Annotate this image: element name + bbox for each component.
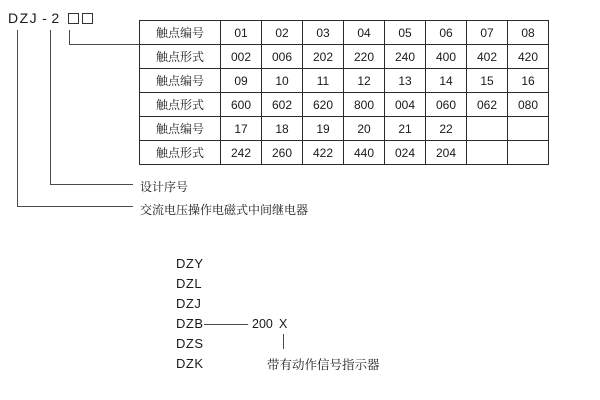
- placeholder-box-icon: [68, 13, 79, 24]
- table-row: [140, 45, 549, 69]
- table-cell: [508, 117, 549, 141]
- table-cell: 242: [221, 141, 262, 165]
- indicator-note: 带有动作信号指示器: [267, 358, 380, 372]
- row-label: 触点形式: [140, 45, 221, 69]
- table-cell: 16: [508, 69, 549, 93]
- table-cell: 002: [221, 45, 262, 69]
- table-cell: 220: [344, 45, 385, 69]
- table-cell: 11: [303, 69, 344, 93]
- row-label: 触点编号: [140, 21, 221, 45]
- table-cell: 402: [467, 45, 508, 69]
- contact-table-body: [140, 21, 549, 165]
- model-prefix: DZJ: [8, 10, 39, 26]
- table-cell: 19: [303, 117, 344, 141]
- connector-table-horizontal: [69, 44, 139, 45]
- table-cell: 602: [262, 93, 303, 117]
- table-cell: 20: [344, 117, 385, 141]
- table-cell: 240: [385, 45, 426, 69]
- table-cell: 04: [344, 21, 385, 45]
- model-separator: -: [42, 10, 49, 26]
- table-cell: 08: [508, 21, 549, 45]
- table-cell: 006: [262, 45, 303, 69]
- table-cell: 080: [508, 93, 549, 117]
- design-serial-label: 设计序号: [140, 180, 189, 194]
- table-row: [140, 93, 549, 117]
- table-cell: 620: [303, 93, 344, 117]
- connector-indicator-vertical: [283, 334, 284, 349]
- table-cell: 422: [303, 141, 344, 165]
- table-cell: 024: [385, 141, 426, 165]
- dzb-variant: X: [279, 317, 288, 331]
- row-label: 触点编号: [140, 117, 221, 141]
- model-series-dzb: DZB: [176, 316, 204, 331]
- table-row: [140, 69, 549, 93]
- table-cell: 01: [221, 21, 262, 45]
- row-label: 触点形式: [140, 141, 221, 165]
- model-series-dzs: DZS: [176, 336, 204, 351]
- connector-dzb-horizontal: [204, 324, 248, 325]
- table-cell: 202: [303, 45, 344, 69]
- model-code: [8, 10, 93, 26]
- row-label: 触点编号: [140, 69, 221, 93]
- table-cell: 09: [221, 69, 262, 93]
- table-cell: [467, 141, 508, 165]
- connector-design-serial-vertical: [50, 30, 51, 184]
- table-cell: 060: [426, 93, 467, 117]
- connector-design-serial-horizontal: [50, 184, 133, 185]
- placeholder-box-icon: [82, 13, 93, 24]
- connector-relay-type-horizontal: [17, 206, 133, 207]
- table-cell: 02: [262, 21, 303, 45]
- table-cell: [508, 141, 549, 165]
- relay-type-label: 交流电压操作电磁式中间继电器: [140, 203, 309, 217]
- table-cell: 12: [344, 69, 385, 93]
- table-cell: 21: [385, 117, 426, 141]
- table-cell: 440: [344, 141, 385, 165]
- row-label: 触点形式: [140, 93, 221, 117]
- table-cell: 05: [385, 21, 426, 45]
- table-cell: 06: [426, 21, 467, 45]
- table-cell: 400: [426, 45, 467, 69]
- dzb-value: 200: [252, 317, 273, 331]
- model-series-dzl: DZL: [176, 276, 203, 291]
- table-cell: 17: [221, 117, 262, 141]
- table-cell: 15: [467, 69, 508, 93]
- table-cell: 260: [262, 141, 303, 165]
- table-cell: [467, 117, 508, 141]
- table-cell: 03: [303, 21, 344, 45]
- table-row: [140, 21, 549, 45]
- table-cell: 600: [221, 93, 262, 117]
- connector-relay-type-vertical: [17, 30, 18, 206]
- table-cell: 204: [426, 141, 467, 165]
- table-cell: 004: [385, 93, 426, 117]
- table-cell: 22: [426, 117, 467, 141]
- model-series-dzk: DZK: [176, 356, 204, 371]
- table-cell: 062: [467, 93, 508, 117]
- model-series-dzy: DZY: [176, 256, 204, 271]
- connector-table-vertical: [69, 30, 70, 44]
- table-cell: 18: [262, 117, 303, 141]
- table-cell: 10: [262, 69, 303, 93]
- table-row: [140, 117, 549, 141]
- table-row: [140, 141, 549, 165]
- model-series-dzj: DZJ: [176, 296, 202, 311]
- table-cell: 13: [385, 69, 426, 93]
- model-design-number: 2: [51, 10, 61, 26]
- contact-table: [139, 20, 549, 165]
- table-cell: 14: [426, 69, 467, 93]
- table-cell: 800: [344, 93, 385, 117]
- table-cell: 07: [467, 21, 508, 45]
- table-cell: 420: [508, 45, 549, 69]
